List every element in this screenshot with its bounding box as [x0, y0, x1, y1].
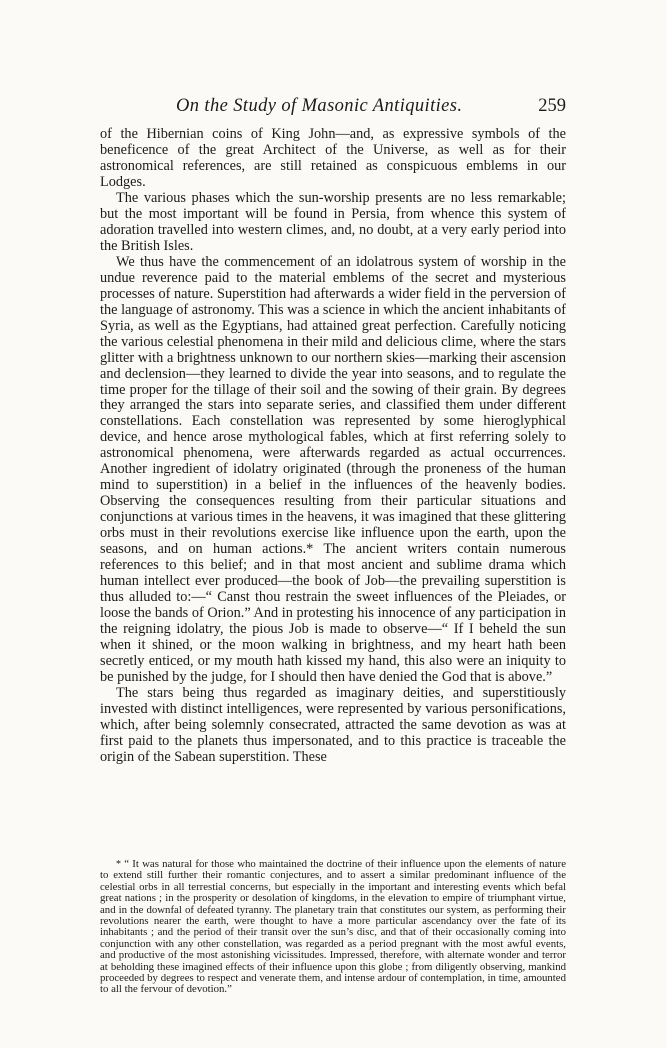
footnote-text: “ It was natural for those who maintained the doctrine of their influence upon the elements of nature to extend still further their romantic conjectures, and to assert a similar predominant influence of the celestial orbs in all terrestial concerns, but especially in the important and interesting events which befal great nations ; in the prosperity or desolation of kingdoms, in the elevation to empire of triumphant virtue, and in the downfal of defeated tyranny. The planetary train that constitutes our system, as performing their revolutions nearer the earth, were thought to have a more particular ascendancy over the fate of its inhabitants ; and the period of their transit over the sun’s disc, and that of their occasionally coming into conjunction with any other constellation, was regarded as a period pregnant with the most awful events, and productive of the most astonishing vicissitudes. Impressed, therefore, with alternate wonder and terror at beholding these imagined effects of their influence upon this globe ; from diligently observing, mankind proceeded by degrees to respect and venerate them, and intense ardour of contemplation, in time, amounted to all the fervour of devotion.”	[100, 858, 567, 996]
page-header	[100, 96, 566, 120]
running-title: On the Study of Masonic Antiquities.	[176, 96, 463, 116]
paragraph-4: The stars being thus regarded as imaginary deities, and superstitiously invested with distinct intelligences, were represented by various personifications, which, after being solemnly consecrated, attracted the same devotion as was at first paid to the planets thus impersonated, and to this practice is traceable the origin of the Sabean superstition. These	[100, 684, 566, 765]
footnote-marker: *	[116, 859, 121, 870]
body-text	[100, 127, 566, 766]
footnote	[100, 859, 566, 996]
page-number: 259	[538, 96, 566, 116]
paragraph-1: of the Hibernian coins of King John—and, as expressive symbols of the beneficence of the great Architect of the Universe, as well as for their astronomical references, are still retained as conspicuous emblems in our Lodges.	[100, 126, 566, 190]
paragraph-2: The various phases which the sun-worship presents are no less remarkable; but the most important will be found in Persia, from whence this system of adoration travelled into western climes, and, no doubt, at a very early period into the British Isles.	[100, 189, 566, 254]
paragraph-3: We thus have the commencement of an idolatrous system of worship in the undue reverence paid to the material emblems of the secret and mysterious processes of nature. Superstition had afterwards a wider field in the perversion of the language of astronomy. This was a science in which the ancient inhabitants of Syria, as well as the Egyptians, had attained great perfection. Carefully noticing the various celestial phenomena in their mild and delicious clime, where the stars glitter with a brightness unknown to our northern skies—marking their ascension and declension—they learned to divide the year into seasons, and to regulate the time proper for the tillage of their soil and the sowing of their grain. By degrees they arranged the stars into separate series, and classified them under different constellations. Each constellation was represented by some hieroglyphical device, and hence arose mythological fables, which at first referring solely to astronomical phenomena, were afterwards regarded as actual occurrences. Another ingredient of idolatry originated (through the proneness of the human mind to superstition) in a belief in the influences of the heavenly bodies. Observing the consequences resulting from their particular situations and conjunctions at various times in the heavens, it was imagined that these glittering orbs must in their revolutions exercise like influence upon the earth, upon the seasons, and on human actions.* The ancient writers contain numerous references to this belief; and in that most ancient and sublime drama which human intellect ever produced—the book of Job—the prevailing superstition is thus alluded to:—“ Canst thou restrain the sweet influences of the Pleiades, or loose the bands of Orion.” And in protesting his innocence of any participation in the reigning idolatry, the pious Job is made to observe—“ If I beheld the sun when it shined, or the moon walking in brightness, and my heart hath been secretly enticed, or my mouth hath kissed my hand, this also were an iniquity to be punished by the judge, for I should then have denied the God that is above.”	[100, 253, 566, 685]
footnote-paragraph	[100, 859, 566, 996]
